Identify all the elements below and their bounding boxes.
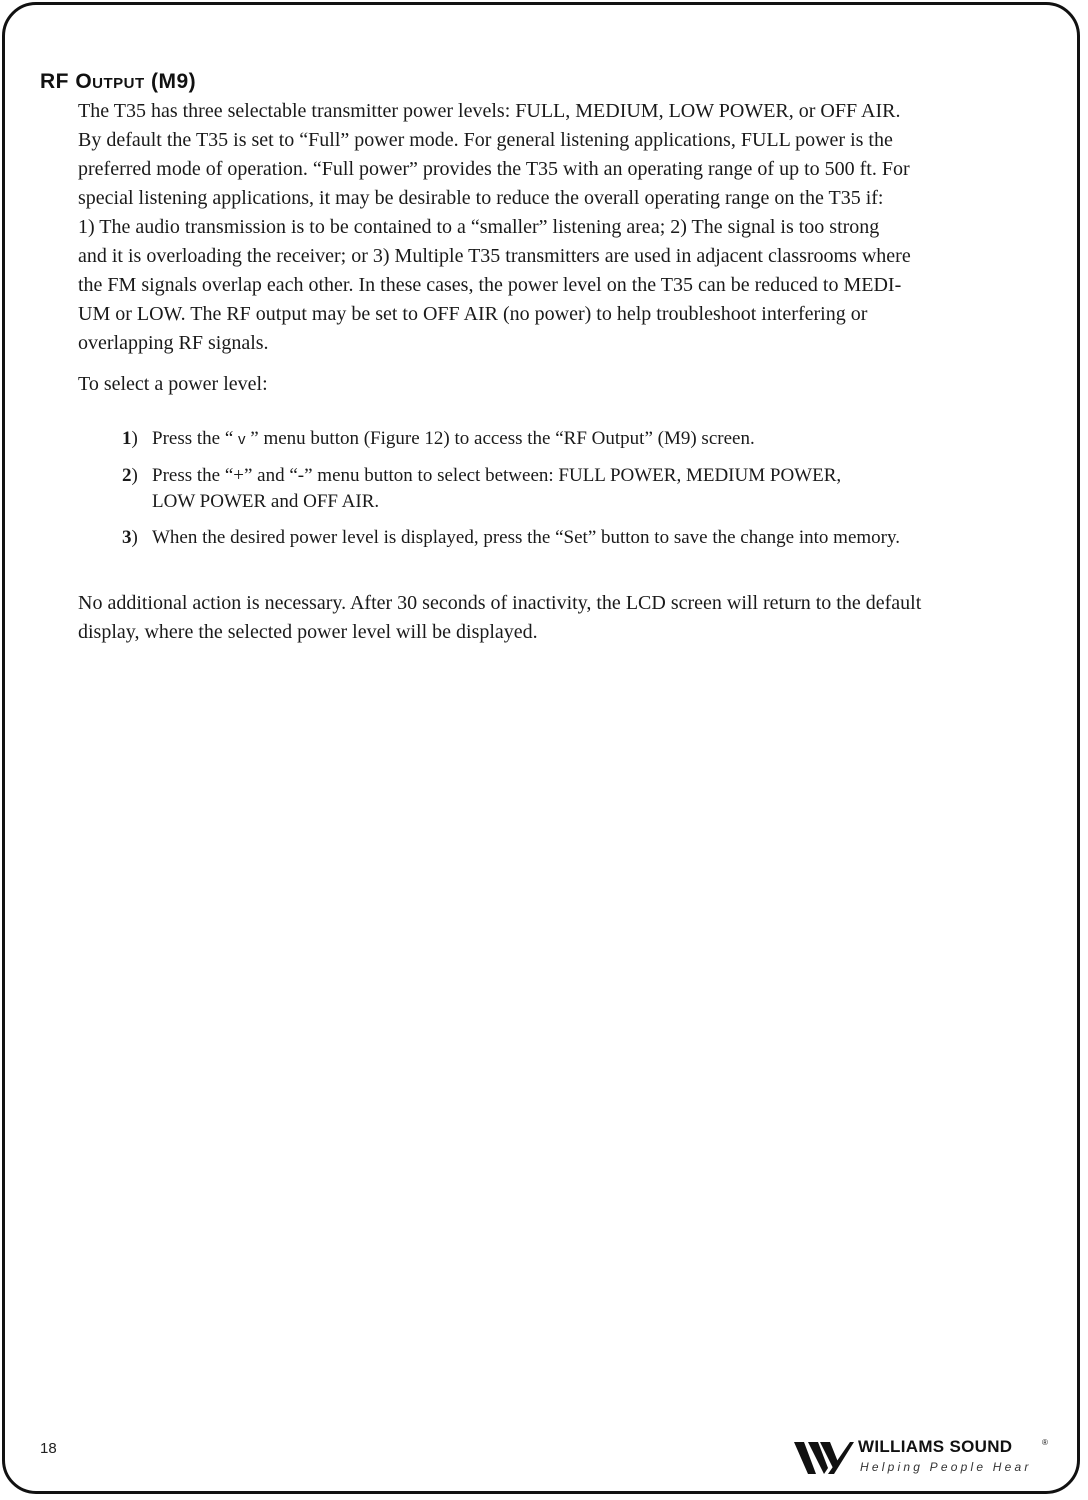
closing-paragraph xyxy=(78,589,1053,647)
step-text: Press the “ v ” menu button (Figure 12) to access the “RF Output” (M9) screen. xyxy=(152,428,755,449)
step-item xyxy=(122,426,1062,453)
page-number: 18 xyxy=(40,1440,57,1457)
intro-line: 1) The audio transmission is to be contained to a “smaller” listening area; 2) The signal is too strong xyxy=(78,216,880,238)
brand-mark-icon xyxy=(794,1440,854,1476)
williams-sound-logo xyxy=(794,1436,1054,1480)
closing-line: No additional action is necessary. After 30 seconds of inactivity, the LCD screen will return to the default xyxy=(78,592,922,614)
intro-paragraph xyxy=(78,97,1053,358)
section-heading: RF OUTPUT (M9) xyxy=(40,70,197,93)
intro-line: overlapping RF signals. xyxy=(78,332,269,354)
step-item xyxy=(122,463,1062,515)
chevron-down-icon: v xyxy=(238,431,246,448)
intro-line: the FM signals overlap each other. In these cases, the power level on the T35 can be reduced to MEDI- xyxy=(78,274,902,296)
intro-line: By default the T35 is set to “Full” power mode. For general listening applications, FULL power is the xyxy=(78,129,893,151)
brand-name: WILLIAMS SOUND xyxy=(858,1437,1013,1456)
intro-line: The T35 has three selectable transmitter power levels: FULL, MEDIUM, LOW POWER, or OFF AIR. xyxy=(78,100,901,122)
steps-list xyxy=(122,426,1062,561)
intro-line: preferred mode of operation. “Full power” provides the T35 with an operating range of up to 500 ft. For xyxy=(78,158,910,180)
step-number: 3) xyxy=(122,527,138,548)
brand-tagline: Helping People Hear xyxy=(860,1460,1032,1474)
intro-line: special listening applications, it may be desirable to reduce the overall operating range on the T35 if: xyxy=(78,187,884,209)
step-number: 2) xyxy=(122,465,138,486)
step-item xyxy=(122,525,1062,551)
closing-line: display, where the selected power level will be displayed. xyxy=(78,621,538,643)
step-number: 1) xyxy=(122,428,138,449)
step-text: When the desired power level is displayed, press the “Set” button to save the change into memory. xyxy=(152,527,900,548)
intro-line: UM or LOW. The RF output may be set to OFF AIR (no power) to help troubleshoot interfering or xyxy=(78,303,868,325)
select-power-label: To select a power level: xyxy=(78,373,268,395)
step-text: Press the “+” and “-” menu button to select between: FULL POWER, MEDIUM POWER, LOW POWER and OFF AIR. xyxy=(152,465,842,512)
registered-mark: ® xyxy=(1042,1438,1048,1447)
intro-line: and it is overloading the receiver; or 3) Multiple T35 transmitters are used in adjacent classrooms where xyxy=(78,245,911,267)
